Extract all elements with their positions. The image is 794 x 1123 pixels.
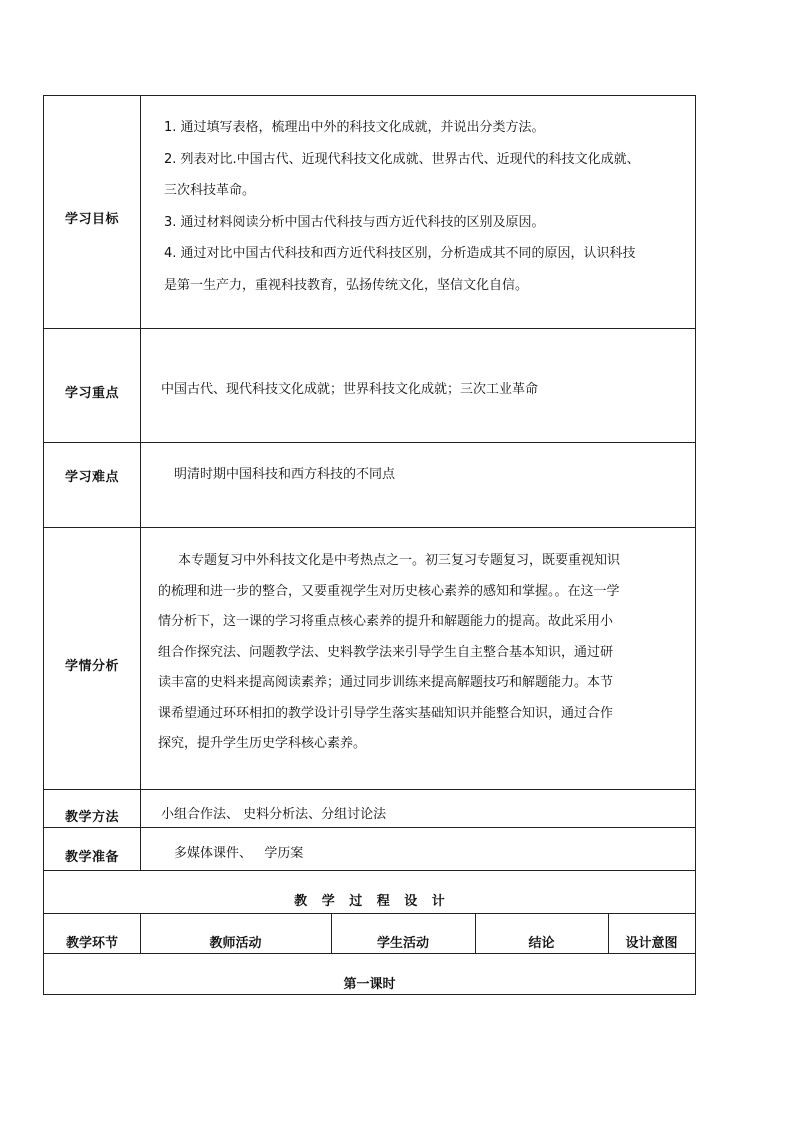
objectives-label: 学习目标 [64,212,119,227]
objectives-content [164,112,640,301]
methods-label: 教学方法 [64,810,119,825]
preparation-label: 教学准备 [64,850,119,865]
col-header-conclusion: 结论 [528,936,555,951]
lesson-plan-table [43,95,696,995]
process-title: 教 学 过 程 设 计 [294,894,445,909]
analysis-line: 的梳理和进一步的整合，又要重视学生对历史核心素养的感知和掌握。。在这一学 [158,583,620,599]
objectives-line: 2. 列表对比.中国古代、近现代科技文化成就、世界古代、近现代的科技文化成就、 [164,151,640,167]
analysis-line: 探究，提升学生历史学科核心素养。 [158,736,367,751]
col-header-stage: 教学环节 [65,936,118,951]
analysis-line: 本专题复习中外科技文化是中考热点之一。初三复习专题复习，既要重视知识 [178,553,621,568]
col-header-design-intent: 设计意图 [625,936,678,951]
row-divider [44,913,695,914]
row-divider [44,870,695,871]
analysis-content [158,546,620,760]
analysis-line: 课希望通过环环相扣的教学设计引导学生落实基础知识并能整合知识，通过合作 [158,705,614,721]
row-divider [44,442,695,443]
objectives-line: 4. 通过对比中国古代科技和西方近代科技区别，分析造成其不同的原因，认识科技 [164,246,636,261]
row-divider [44,789,695,790]
analysis-label: 学情分析 [64,659,119,674]
key-points-text: 中国古代、现代科技文化成就；世界科技文化成就；三次工业革命 [161,382,539,397]
col-header-student-activity: 学生活动 [376,936,429,951]
label-column-divider [140,96,141,870]
col-header-teacher-activity: 教师活动 [209,936,262,951]
analysis-line: 情分析下，这一课的学习将重点核心素养的提升和解题能力的提高。故此采用小 [158,614,614,629]
first-session-label: 第一课时 [343,977,396,992]
objectives-line: 是第一生产力，重视科技教育，弘扬传统文化，坚信文化自信。 [164,277,529,293]
difficulties-text: 明清时期中国科技和西方科技的不同点 [174,467,396,482]
key-points-label: 学习重点 [64,386,119,401]
objectives-line: 3. 通过材料阅读分析中国古代科技与西方近代科技的区别及原因。 [164,214,545,230]
methods-text: 小组合作法、 史料分析法、分组讨论法 [161,807,387,822]
difficulties-label: 学习难点 [64,470,119,485]
analysis-line: 读丰富的史料来提高阅读素养；通过同步训练来提高解题技巧和解题能力。本节 [158,675,614,690]
row-divider [44,953,695,954]
objectives-line: 1. 通过填写表格，梳理出中外的科技文化成就，并说出分类方法。 [164,120,545,135]
row-divider [44,527,695,528]
analysis-line: 组合作探究法、问题教学法、史料教学法来引导学生自主整合基本知识，通过研 [158,644,614,660]
row-divider [44,328,695,329]
preparation-text: 多媒体课件、 学历案 [174,846,304,861]
objectives-line: 三次科技革命。 [164,183,256,198]
